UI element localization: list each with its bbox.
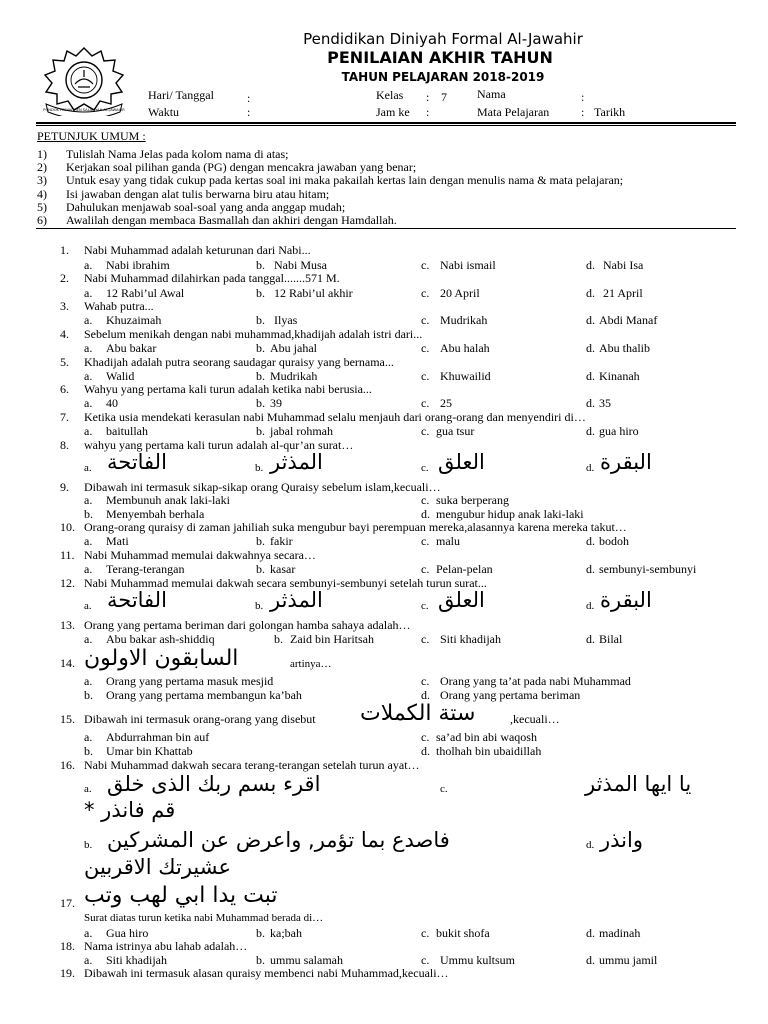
waktu-label: Waktu — [148, 105, 180, 119]
option-text: Nabi ibrahim — [106, 258, 170, 272]
option-letter: a. — [84, 396, 93, 410]
petunjuk-item-number: 4) — [37, 186, 47, 201]
hari-colon: : — [247, 91, 251, 105]
option-letter: b. — [255, 462, 264, 474]
question-number: 2. — [60, 271, 69, 285]
option-text: Siti khadijah — [440, 632, 501, 646]
option-text: ka;bah — [270, 926, 302, 940]
option-text: sembunyi-sembunyi — [599, 562, 697, 576]
option-text-arabic: البقرة — [600, 588, 652, 612]
option-text: Mudrikah — [440, 313, 488, 327]
option-letter: d. — [586, 313, 595, 327]
option-text: suka berperang — [436, 493, 509, 507]
option-text: Siti khadijah — [106, 953, 167, 967]
option-letter: a. — [84, 313, 93, 327]
option-text: Gua hiro — [106, 926, 149, 940]
option-text: 39 — [270, 396, 282, 410]
option-text: Nabi Isa — [603, 258, 644, 272]
option-letter: d. — [586, 369, 595, 383]
option-text: Kinanah — [599, 369, 640, 383]
option-letter: d. — [586, 258, 595, 272]
petunjuk-item-text: Untuk esay yang tidak cukup pada kertas soal ini maka pakailah kertas lain dengan menulis nama & mata pelajaran; — [66, 173, 624, 188]
option-letter: a. — [84, 600, 92, 612]
option-letter: a. — [84, 926, 93, 940]
option-text: madinah — [599, 926, 641, 940]
question-text: Nama istrinya abu lahab adalah… — [84, 939, 248, 953]
question-text: Nabi Muhammad memulai dakwahnya secara… — [84, 548, 316, 562]
option-letter: c. — [421, 534, 430, 548]
option-letter: b. — [256, 424, 265, 438]
option-text: Orang yang pertama masuk mesjid — [106, 674, 274, 688]
hari-label: Hari/ Tanggal — [148, 88, 214, 102]
option-text: Umar bin Khattab — [106, 744, 193, 758]
school-name: Pendidikan Diniyah Formal Al-Jawahir — [303, 30, 583, 48]
question-arabic: تبت يدا ابي لهب وتب — [84, 883, 278, 908]
option-letter: c. — [421, 462, 429, 474]
option-letter: c. — [421, 341, 430, 355]
option-text: 35 — [599, 396, 611, 410]
question-number: 7. — [60, 410, 69, 424]
question-arabic: السابقون الاولون — [84, 646, 239, 671]
option-letter: d. — [586, 839, 595, 851]
nama-colon: : — [581, 90, 585, 104]
option-letter: a. — [84, 783, 92, 795]
petunjuk-item-text: Dahulukan menjawab soal-soal yang anda anggap mudah; — [66, 199, 346, 214]
option-letter: a. — [84, 369, 93, 383]
petunjuk-item-text: Tulislah Nama Jelas pada kolom nama di atas; — [66, 147, 289, 161]
question-number: 14. — [60, 656, 75, 670]
question-number: 1. — [60, 243, 69, 257]
header-divider-top — [36, 122, 736, 124]
option-text: baitullah — [106, 424, 148, 438]
option-text-arabic: وانذر — [600, 828, 643, 852]
question-text: Surat diatas turun ketika nabi Muhammad berada di… — [84, 912, 324, 924]
option-letter: b. — [256, 341, 265, 355]
option-text: fakir — [270, 534, 293, 548]
option-letter: d. — [586, 396, 595, 410]
option-text: Orang yang pertama membangun ka’bah — [106, 688, 302, 702]
option-letter: b. — [256, 396, 265, 410]
question-text: Nabi Muhammad dakwah secara terang-terangan setelah turun ayat… — [84, 758, 420, 772]
option-letter: c. — [421, 424, 430, 438]
petunjuk-item-number: 3) — [37, 173, 47, 188]
option-letter: b. — [256, 286, 265, 300]
option-text: 21 April — [603, 286, 643, 300]
option-text: jabal rohmah — [270, 424, 333, 438]
option-letter: d. — [586, 424, 595, 438]
option-text: Orang yang pertama beriman — [440, 688, 581, 702]
option-letter: a. — [84, 953, 93, 967]
option-text-arabic: العلق — [438, 450, 485, 474]
option-text-arabic: الفاتحة — [107, 588, 167, 612]
option-text: Abu bakar ash-shiddiq — [106, 632, 215, 646]
option-letter: b. — [256, 953, 265, 967]
jam-label: Jam ke — [376, 105, 410, 119]
option-letter: c. — [421, 258, 430, 272]
petunjuk-item-number: 5) — [37, 199, 47, 214]
mapel-colon: : — [581, 105, 585, 119]
question-text: Wahyu yang pertama kali turun adalah ketika nabi berusia... — [84, 382, 372, 396]
question-arabic: ستة الكملات — [360, 701, 476, 726]
option-text: Walid — [106, 369, 135, 383]
option-text: ummu salamah — [270, 953, 343, 967]
option-text: Ilyas — [274, 313, 298, 327]
petunjuk-item-text: Isi jawaban dengan alat tulis berwarna biru atau hitam; — [66, 186, 330, 201]
question-number: 17. — [60, 896, 75, 910]
option-text: Abu jahal — [270, 341, 317, 355]
option-text: 20 April — [440, 286, 480, 300]
question-number: 16. — [60, 758, 75, 772]
option-letter: b. — [84, 688, 93, 702]
option-text: Orang yang ta’at pada nabi Muhammad — [440, 674, 631, 688]
exam-title: PENILAIAN AKHIR TAHUN — [327, 48, 553, 67]
option-text: Abu halah — [440, 341, 490, 355]
option-letter: b. — [255, 600, 264, 612]
option-letter: c. — [421, 313, 430, 327]
question-number: 4. — [60, 327, 69, 341]
option-text: bodoh — [599, 534, 629, 548]
option-letter: d. — [586, 600, 595, 612]
option-letter: c. — [421, 600, 429, 612]
option-letter: d. — [586, 632, 595, 646]
option-text: gua tsur — [436, 424, 475, 438]
question-text: artinya… — [290, 658, 332, 670]
option-letter: c. — [421, 562, 430, 576]
option-letter: c. — [421, 953, 430, 967]
option-letter: d. — [421, 688, 430, 702]
question-number: 8. — [60, 438, 69, 452]
option-text: Terang-terangan — [106, 562, 185, 576]
option-letter: a. — [84, 341, 93, 355]
question-number: 10. — [60, 520, 75, 534]
option-letter: b. — [256, 313, 265, 327]
kelas-label: Kelas — [376, 88, 404, 102]
option-text: Abdurrahman bin auf — [106, 730, 210, 744]
petunjuk-item-number: 6) — [37, 213, 47, 227]
petunjuk-item-text: Awalilah dengan membaca Basmallah dan akhiri dengan Hamdallah. — [66, 213, 397, 227]
option-text-arabic: المذثر — [270, 450, 323, 474]
option-text: Pelan-pelan — [436, 562, 493, 576]
option-text: gua hiro — [599, 424, 639, 438]
question-text: Wahab putra... — [84, 299, 154, 313]
option-letter: c. — [421, 286, 430, 300]
option-text-arabic: فاصدع بما تؤمر, واعرض عن المشركين — [107, 828, 450, 852]
option-text: tholhah bin ubaidillah — [436, 744, 542, 758]
option-text: Abu thalib — [599, 341, 650, 355]
kelas-value: 7 — [441, 90, 447, 104]
option-text-arabic: العلق — [438, 588, 485, 612]
option-letter: a. — [84, 424, 93, 438]
question-number: 18. — [60, 939, 75, 953]
option-text-arabic: يا ايها المذثر — [585, 772, 692, 796]
option-text: Abdi Manaf — [599, 313, 658, 327]
option-letter: d. — [586, 926, 595, 940]
option-letter: d. — [586, 341, 595, 355]
option-letter: b. — [256, 534, 265, 548]
option-letter: a. — [84, 493, 93, 507]
option-letter: d. — [421, 507, 430, 521]
header-divider-bottom — [36, 125, 736, 126]
option-text: Bilal — [599, 632, 623, 646]
option-text: Zaid bin Haritsah — [290, 632, 374, 646]
question-number: 9. — [60, 480, 69, 494]
question-text: Nabi Muhammad dilahirkan pada tanggal.......571 M. — [84, 271, 340, 285]
waktu-colon: : — [247, 105, 251, 119]
petunjuk-divider — [36, 228, 736, 229]
option-text: Nabi Musa — [274, 258, 327, 272]
option-letter: d. — [586, 953, 595, 967]
option-letter: a. — [84, 462, 92, 474]
option-letter: a. — [84, 674, 93, 688]
option-letter: b. — [84, 744, 93, 758]
option-letter: a. — [84, 286, 93, 300]
question-number: 13. — [60, 618, 75, 632]
option-text-arabic-continued: عشيرتك الاقربين — [84, 855, 232, 879]
question-text: Orang yang pertama beriman dari golongan hamba sahaya adalah… — [84, 618, 411, 632]
option-letter: b. — [256, 369, 265, 383]
option-text: Menyembah berhala — [106, 507, 205, 521]
option-letter: c. — [421, 369, 430, 383]
option-text: 25 — [440, 396, 452, 410]
question-number: 15. — [60, 712, 75, 726]
option-text-arabic: الفاتحة — [107, 450, 167, 474]
option-text: Khuzaimah — [106, 313, 162, 327]
option-letter: b. — [256, 258, 265, 272]
option-letter: b. — [274, 632, 283, 646]
option-text: bukit shofa — [436, 926, 490, 940]
question-text: Nabi Muhammad memulai dakwah secara sembunyi-sembunyi setelah turun surat... — [84, 576, 487, 590]
question-text: Orang-orang quraisy di zaman jahiliah suka mengubur bayi perempuan mereka,alasannya karena mereka takut… — [84, 520, 627, 534]
question-text-suffix: ,kecuali… — [510, 712, 560, 726]
option-text: ummu jamil — [599, 953, 658, 967]
option-text: Membunuh anak laki-laki — [106, 493, 230, 507]
option-text: kasar — [270, 562, 296, 576]
mapel-value: Tarikh — [594, 105, 626, 119]
option-letter: b. — [84, 507, 93, 521]
option-letter: c. — [421, 926, 430, 940]
question-text: Sebelum menikah dengan nabi muhammad,khadijah adalah istri dari... — [84, 327, 423, 341]
option-letter: d. — [586, 462, 595, 474]
question-text: wahyu yang pertama kali turun adalah al-qur’an surat… — [84, 438, 354, 452]
option-text: Mati — [106, 534, 129, 548]
petunjuk-item-number: 1) — [37, 147, 47, 161]
option-text: Abu bakar — [106, 341, 157, 355]
option-text: 12 Rabi’ul akhir — [274, 286, 353, 300]
option-text: 12 Rabi’ul Awal — [106, 286, 185, 300]
option-text-arabic: البقرة — [600, 450, 652, 474]
kelas-colon: : — [426, 90, 430, 104]
option-text: mengubur hidup anak laki-laki — [436, 507, 584, 521]
option-text: Mudrikah — [270, 369, 318, 383]
option-letter: b. — [256, 926, 265, 940]
option-text-arabic: اقرء بسم ربك الذى خلق — [107, 772, 321, 796]
petunjuk-item-number: 2) — [37, 160, 47, 175]
option-letter: c. — [421, 632, 430, 646]
option-text: Nabi ismail — [440, 258, 496, 272]
question-number: 3. — [60, 299, 69, 313]
option-letter: b. — [256, 562, 265, 576]
question-text: Ketika usia mendekati kerasulan nabi Muhammad selalu menjauh dari orang-orang dan menyendiri di… — [84, 410, 586, 424]
option-letter: c. — [440, 783, 448, 795]
option-letter: c. — [421, 674, 430, 688]
option-letter: c. — [421, 493, 430, 507]
option-letter: a. — [84, 562, 93, 576]
option-letter: a. — [84, 258, 93, 272]
mapel-label: Mata Pelajaran — [477, 105, 550, 119]
option-text: malu — [436, 534, 460, 548]
option-text: sa’ad bin abi waqosh — [436, 730, 537, 744]
option-letter: c. — [421, 396, 430, 410]
option-letter: b. — [84, 839, 93, 851]
question-number: 19. — [60, 966, 75, 980]
option-letter: d. — [586, 562, 595, 576]
question-number: 12. — [60, 576, 75, 590]
option-letter: d. — [586, 286, 595, 300]
option-text: Khuwailid — [440, 369, 491, 383]
option-letter: d. — [421, 744, 430, 758]
question-number: 5. — [60, 355, 69, 369]
petunjuk-title: PETUNJUK UMUM : — [37, 129, 146, 143]
nama-label: Nama — [477, 87, 506, 101]
academic-year: TAHUN PELAJARAN 2018-2019 — [341, 70, 545, 84]
option-letter: d. — [586, 534, 595, 548]
option-letter: a. — [84, 730, 93, 744]
question-text: Nabi Muhammad adalah keturunan dari Nabi... — [84, 243, 311, 257]
option-letter: a. — [84, 534, 93, 548]
option-letter: c. — [421, 730, 430, 744]
option-letter: a. — [84, 632, 93, 646]
question-number: 11. — [60, 548, 75, 562]
question-text: Khadijah adalah putra seorang saudagar quraisy yang bernama... — [84, 355, 394, 369]
question-text: Dibawah ini termasuk alasan quraisy membenci nabi Muhammad,kecuali… — [84, 966, 449, 980]
option-text-arabic-continued: قم فانذر * — [84, 798, 176, 822]
option-text: 40 — [106, 396, 118, 410]
option-text: Ummu kultsum — [440, 953, 516, 967]
petunjuk-item-text: Kerjakan soal pilihan ganda (PG) dengan mencakra jawaban yang benar; — [66, 160, 417, 175]
jam-colon: : — [426, 105, 430, 119]
question-text: Dibawah ini termasuk sikap-sikap orang Quraisy sebelum islam,kecuali… — [84, 480, 441, 494]
logo-banner-text: PONDOK PESANTREN SALAFIYAH AL-JAWAHIR — [43, 108, 125, 112]
option-text-arabic: المذثر — [270, 588, 323, 612]
question-text: Dibawah ini termasuk orang-orang yang disebut — [84, 712, 316, 726]
question-number: 6. — [60, 382, 69, 396]
